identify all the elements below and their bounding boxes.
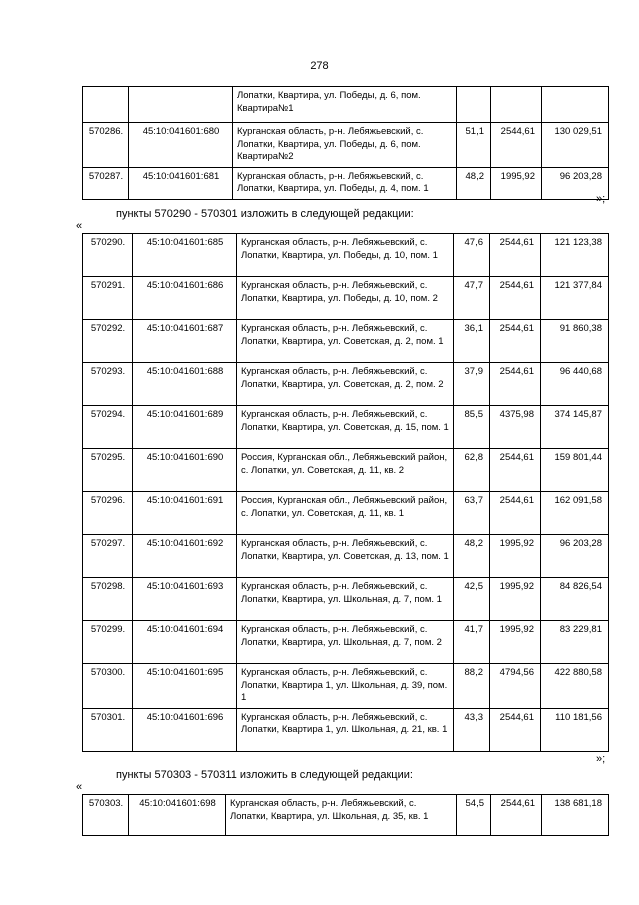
cell-cadastral-number: 45:10:041601:698 [129, 795, 226, 836]
table-row [83, 167, 609, 199]
cell-cadastral-number: 45:10:041601:690 [133, 449, 237, 492]
table-1 [82, 86, 609, 200]
cell-total [542, 87, 609, 123]
cell-address: Курганская область, р-н. Лебяжьевский, с. Лопатки, Квартира, ул. Советская, д. 13, пом. 1 [237, 535, 454, 578]
table-row [83, 795, 609, 836]
cell-total: 159 801,44 [541, 449, 609, 492]
page-number: 278 [310, 60, 329, 72]
cell-area: 54,5 [457, 795, 491, 836]
cell-area: 47,7 [454, 277, 490, 320]
paragraph: пункты 570303 - 570311 изложить в следующей редакции: [116, 769, 413, 781]
cell-area: 47,6 [454, 234, 490, 277]
table-3 [82, 794, 609, 836]
table-row [83, 363, 609, 406]
table-row [83, 492, 609, 535]
cell-total: 162 091,58 [541, 492, 609, 535]
cell-cadastral-number: 45:10:041601:691 [133, 492, 237, 535]
cell-area: 36,1 [454, 320, 490, 363]
table-row [83, 320, 609, 363]
cell-address: Курганская область, р-н. Лебяжьевский, с. Лопатки, Квартира 1, ул. Школьная, д. 39, пом. 1 [237, 664, 454, 709]
cell-cadastral-number: 45:10:041601:696 [133, 708, 237, 751]
cell-area: 41,7 [454, 621, 490, 664]
cell-price: 4375,98 [490, 406, 541, 449]
cell-item-number: 570291. [83, 277, 133, 320]
cell-item-number [83, 87, 129, 123]
cell-address: Курганская область, р-н. Лебяжьевский, с. Лопатки, Квартира, ул. Победы, д. 10, пом. 2 [237, 277, 454, 320]
cell-item-number: 570290. [83, 234, 133, 277]
table-row [83, 535, 609, 578]
paragraph: пункты 570290 - 570301 изложить в следующей редакции: [116, 208, 414, 220]
cell-area: 42,5 [454, 578, 490, 621]
cell-total: 96 203,28 [541, 535, 609, 578]
cell-total: 138 681,18 [542, 795, 609, 836]
cell-total: 121 377,84 [541, 277, 609, 320]
cell-cadastral-number: 45:10:041601:681 [129, 167, 233, 199]
cell-total: 422 880,58 [541, 664, 609, 709]
cell-cadastral-number: 45:10:041601:695 [133, 664, 237, 709]
cell-price: 2544,61 [490, 277, 541, 320]
cell-item-number: 570294. [83, 406, 133, 449]
cell-price: 1995,92 [490, 621, 541, 664]
cell-price: 4794,56 [490, 664, 541, 709]
cell-total: 91 860,38 [541, 320, 609, 363]
cell-address: Курганская область, р-н. Лебяжьевский, с. Лопатки, Квартира, ул. Победы, д. 6, пом. Квартира№2 [233, 123, 457, 168]
cell-cadastral-number: 45:10:041601:692 [133, 535, 237, 578]
cell-cadastral-number: 45:10:041601:688 [133, 363, 237, 406]
cell-address: Курганская область, р-н. Лебяжьевский, с. Лопатки, Квартира, ул. Школьная, д. 7, пом. 1 [237, 578, 454, 621]
cell-price: 2544,61 [491, 123, 542, 168]
cell-price: 2544,61 [491, 795, 542, 836]
cell-total: 96 203,28 [542, 167, 609, 199]
cell-total: 374 145,87 [541, 406, 609, 449]
cell-area: 43,3 [454, 708, 490, 751]
cell-address: Курганская область, р-н. Лебяжьевский, с. Лопатки, Квартира, ул. Победы, д. 4, пом. 1 [233, 167, 457, 199]
cell-item-number: 570292. [83, 320, 133, 363]
end-mark: »; [596, 753, 606, 765]
cell-area: 85,5 [454, 406, 490, 449]
cell-item-number: 570297. [83, 535, 133, 578]
cell-total: 110 181,56 [541, 708, 609, 751]
table-row [83, 449, 609, 492]
cell-item-number: 570301. [83, 708, 133, 751]
cell-total: 130 029,51 [542, 123, 609, 168]
table-row [83, 664, 609, 709]
cell-item-number: 570286. [83, 123, 129, 168]
cell-item-number: 570299. [83, 621, 133, 664]
cell-address: Лопатки, Квартира, ул. Победы, д. 6, пом. Квартира№1 [233, 87, 457, 123]
cell-item-number: 570298. [83, 578, 133, 621]
cell-cadastral-number: 45:10:041601:694 [133, 621, 237, 664]
cell-item-number: 570296. [83, 492, 133, 535]
cell-item-number: 570293. [83, 363, 133, 406]
cell-item-number: 570303. [83, 795, 129, 836]
cell-address: Курганская область, р-н. Лебяжьевский, с. Лопатки, Квартира 1, ул. Школьная, д. 21, кв. 1 [237, 708, 454, 751]
cell-total: 84 826,54 [541, 578, 609, 621]
cell-cadastral-number: 45:10:041601:680 [129, 123, 233, 168]
table-row [83, 708, 609, 751]
cell-price: 2544,61 [490, 492, 541, 535]
table-2 [82, 233, 609, 752]
cell-cadastral-number [129, 87, 233, 123]
cell-item-number: 570300. [83, 664, 133, 709]
table-row [83, 406, 609, 449]
cell-area: 51,1 [457, 123, 491, 168]
end-mark: »; [596, 193, 606, 205]
cell-area: 37,9 [454, 363, 490, 406]
cell-address: Курганская область, р-н. Лебяжьевский, с. Лопатки, Квартира, ул. Победы, д. 10, пом. 1 [237, 234, 454, 277]
cell-area: 48,2 [454, 535, 490, 578]
cell-area: 62,8 [454, 449, 490, 492]
cell-cadastral-number: 45:10:041601:685 [133, 234, 237, 277]
table-row [83, 234, 609, 277]
cell-price: 1995,92 [491, 167, 542, 199]
cell-area: 88,2 [454, 664, 490, 709]
table-row [83, 123, 609, 168]
cell-area: 63,7 [454, 492, 490, 535]
cell-address: Россия, Курганская обл., Лебяжьевский район, с. Лопатки, ул. Советская, д. 11, кв. 1 [237, 492, 454, 535]
cell-address: Россия, Курганская обл., Лебяжьевский район, с. Лопатки, ул. Советская, д. 11, кв. 2 [237, 449, 454, 492]
cell-price: 2544,61 [490, 708, 541, 751]
cell-price: 2544,61 [490, 234, 541, 277]
opening-quote: « [76, 781, 83, 793]
cell-total: 121 123,38 [541, 234, 609, 277]
cell-price [491, 87, 542, 123]
cell-cadastral-number: 45:10:041601:689 [133, 406, 237, 449]
cell-address: Курганская область, р-н. Лебяжьевский, с. Лопатки, Квартира, ул. Советская, д. 15, пом. 1 [237, 406, 454, 449]
cell-address: Курганская область, р-н. Лебяжьевский, с. Лопатки, Квартира, ул. Советская, д. 2, пом. 1 [237, 320, 454, 363]
cell-area: 48,2 [457, 167, 491, 199]
cell-item-number: 570287. [83, 167, 129, 199]
table-row [83, 277, 609, 320]
cell-total: 96 440,68 [541, 363, 609, 406]
cell-area [457, 87, 491, 123]
cell-price: 2544,61 [490, 320, 541, 363]
opening-quote: « [76, 220, 83, 232]
table-row [83, 621, 609, 664]
cell-price: 1995,92 [490, 578, 541, 621]
table-row [83, 87, 609, 123]
cell-total: 83 229,81 [541, 621, 609, 664]
cell-address: Курганская область, р-н. Лебяжьевский, с. Лопатки, Квартира, ул. Школьная, д. 7, пом. 2 [237, 621, 454, 664]
cell-price: 1995,92 [490, 535, 541, 578]
cell-price: 2544,61 [490, 363, 541, 406]
cell-cadastral-number: 45:10:041601:693 [133, 578, 237, 621]
table-row [83, 578, 609, 621]
cell-cadastral-number: 45:10:041601:687 [133, 320, 237, 363]
cell-address: Курганская область, р-н. Лебяжьевский, с. Лопатки, Квартира, ул. Школьная, д. 35, кв. 1 [226, 795, 457, 836]
cell-item-number: 570295. [83, 449, 133, 492]
cell-price: 2544,61 [490, 449, 541, 492]
cell-address: Курганская область, р-н. Лебяжьевский, с. Лопатки, Квартира, ул. Советская, д. 2, пом. 2 [237, 363, 454, 406]
cell-cadastral-number: 45:10:041601:686 [133, 277, 237, 320]
